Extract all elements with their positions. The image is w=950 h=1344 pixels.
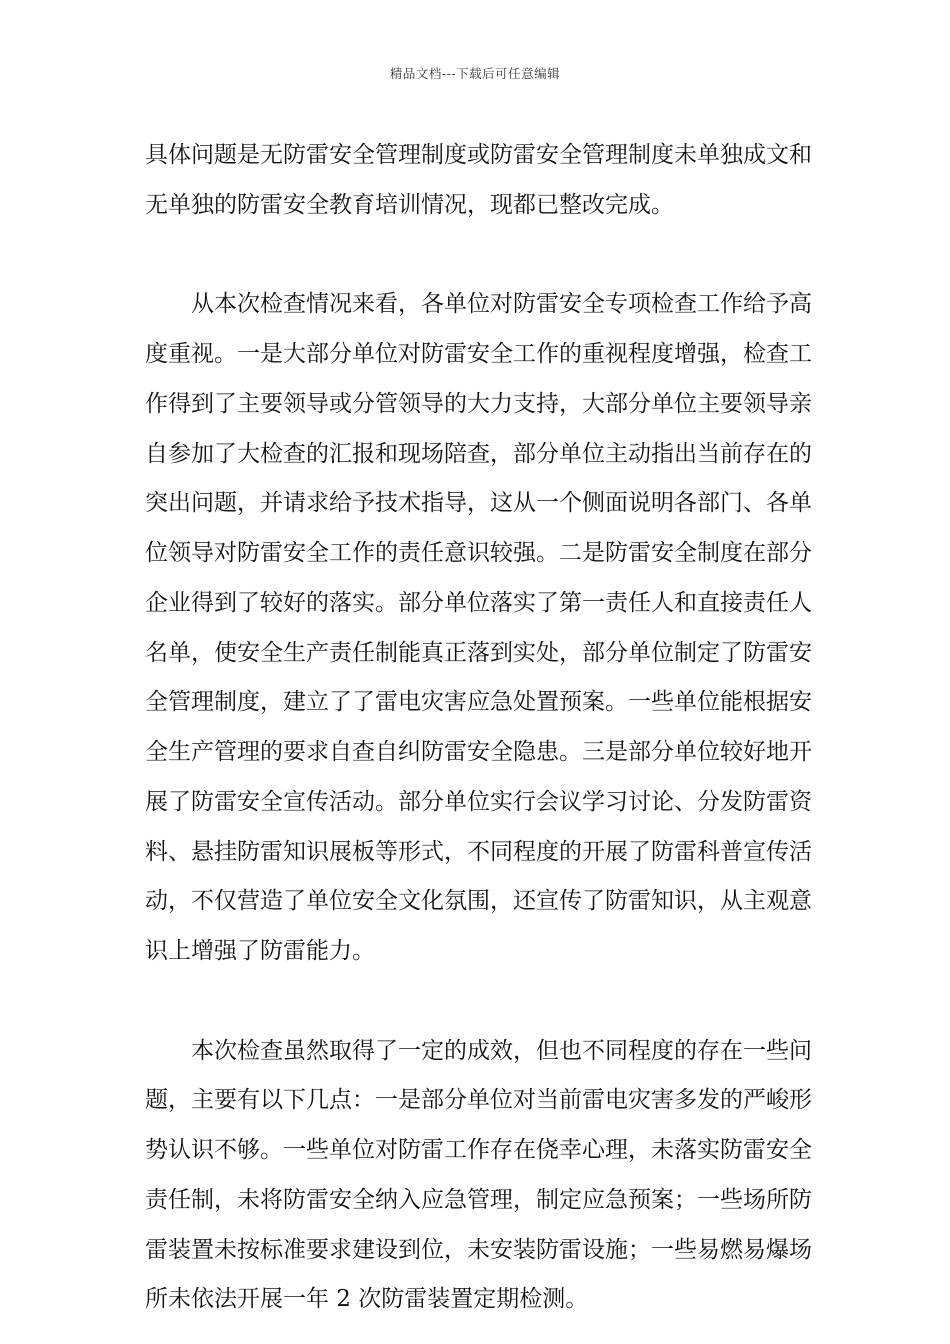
text-line: 责任制，未将防雷安全纳入应急管理，制定应急预案；一些场所防 — [145, 1186, 812, 1213]
text-line: 题，主要有以下几点：一是部分单位对当前雷电灾害多发的严峻形 — [145, 1087, 812, 1114]
text-line: 料、悬挂防雷知识展板等形式，不同程度的开展了防雷科普宣传活 — [145, 838, 812, 865]
text-line: 从本次检查情况来看，各单位对防雷安全专项检查工作给予高 — [191, 291, 812, 318]
paragraph — [145, 1027, 810, 1326]
paragraph — [145, 280, 810, 977]
text-line: 本次检查虽然取得了一定的成效，但也不同程度的存在一些问 — [191, 1037, 812, 1064]
text-line: 识上增强了防雷能力。 — [145, 938, 375, 964]
text-line: 动，不仅营造了单位安全文化氛围，还宣传了防雷知识，从主观意 — [145, 888, 812, 915]
text-line: 企业得到了较好的落实。部分单位落实了第一责任人和直接责任人 — [145, 589, 812, 616]
text-line: 突出问题，并请求给予技术指导，这从一个侧面说明各部门、各单 — [145, 490, 812, 517]
page-header: 精品文档---下载后可任意编辑 — [389, 66, 561, 81]
text-line: 全生产管理的要求自查自纠防雷安全隐患。三是部分单位较好地开 — [145, 739, 812, 765]
text-line: 展了防雷安全宣传活动。部分单位实行会议学习讨论、分发防雷资 — [145, 788, 812, 815]
paragraph — [145, 131, 810, 231]
text-line: 位领导对防雷安全工作的责任意识较强。二是防雷安全制度在部分 — [145, 540, 812, 566]
text-line: 所未依法开展一年 2 次防雷装置定期检测。 — [145, 1286, 589, 1313]
text-line: 全管理制度，建立了了雷电灾害应急处置预案。一些单位能根据安 — [145, 689, 812, 716]
text-line: 雷装置未按标准要求建设到位，未安装防雷设施；一些易燃易爆场 — [145, 1236, 812, 1263]
document-body — [145, 131, 810, 1325]
text-line: 势认识不够。一些单位对防雷工作存在侥幸心理，未落实防雷安全 — [145, 1137, 812, 1163]
text-line: 无单独的防雷安全教育培训情况，现都已整改完成。 — [145, 191, 674, 218]
text-line: 名单，使安全生产责任制能真正落到实处，部分单位制定了防雷安 — [145, 639, 812, 666]
text-line: 自参加了大检查的汇报和现场陪查，部分单位主动指出当前存在的 — [145, 440, 812, 467]
text-line: 度重视。一是大部分单位对防雷安全工作的重视程度增强，检查工 — [145, 341, 812, 367]
text-line: 作得到了主要领导或分管领导的大力支持，大部分单位主要领导亲 — [145, 390, 812, 417]
text-line: 具体问题是无防雷安全管理制度或防雷安全管理制度未单独成文和 — [145, 142, 812, 168]
